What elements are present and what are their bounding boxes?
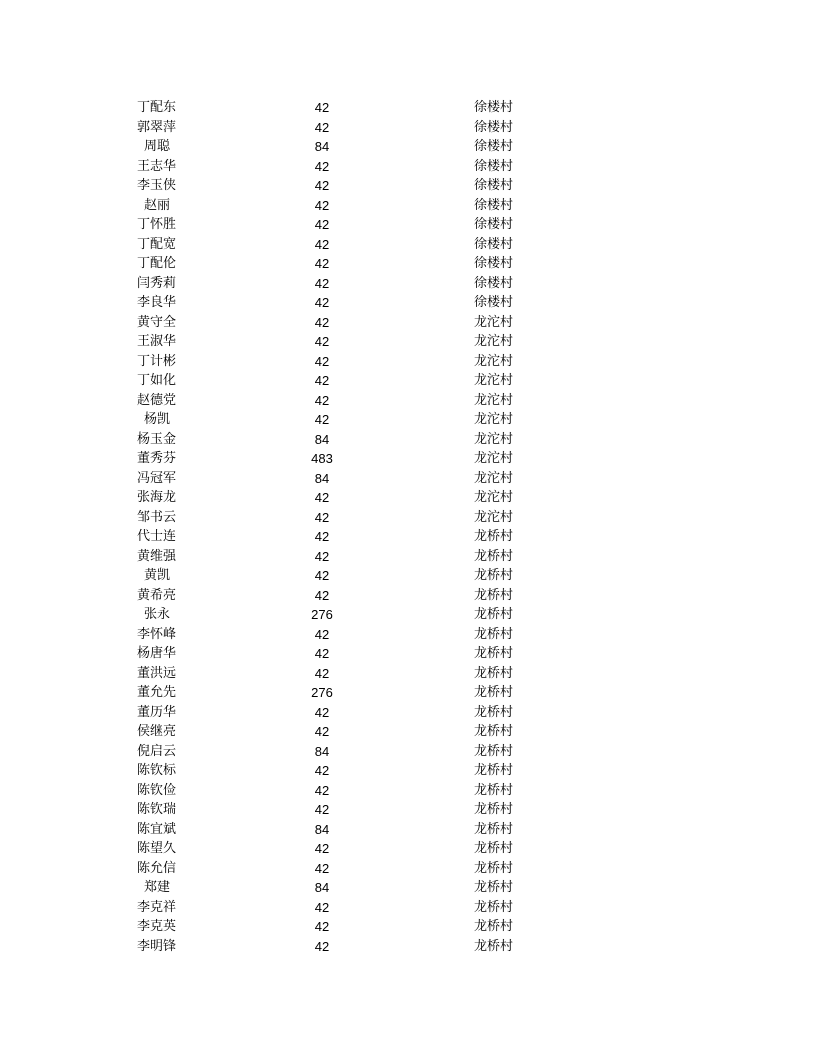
village-cell: 徐楼村 xyxy=(474,236,514,252)
name-cell: 赵德党 xyxy=(137,392,177,408)
amount-cell: 42 xyxy=(314,763,330,778)
table-row xyxy=(0,157,816,177)
village-cell: 龙桥村 xyxy=(474,646,514,661)
name-cell: 陈宜斌 xyxy=(137,821,177,837)
table-row xyxy=(0,293,816,313)
table-row xyxy=(0,878,816,898)
table-row xyxy=(0,722,816,742)
table-row xyxy=(0,742,816,762)
table-row xyxy=(0,488,816,508)
table-row xyxy=(0,215,816,235)
amount-cell: 42 xyxy=(314,860,330,876)
name-cell: 赵丽 xyxy=(144,197,171,213)
village-cell: 龙沱村 xyxy=(474,470,514,486)
village-cell: 龙沱村 xyxy=(474,451,514,466)
name-cell: 董历华 xyxy=(137,704,177,720)
name-cell: 倪启云 xyxy=(137,743,177,759)
village-cell: 龙沱村 xyxy=(474,353,514,369)
amount-cell: 42 xyxy=(314,548,330,564)
village-cell: 龙桥村 xyxy=(474,802,514,817)
table-row xyxy=(0,644,816,664)
amount-cell: 84 xyxy=(314,821,330,837)
name-cell: 黄维强 xyxy=(137,548,177,564)
amount-cell: 42 xyxy=(314,178,330,193)
amount-cell: 42 xyxy=(314,100,330,115)
name-cell: 杨凯 xyxy=(144,412,171,427)
table-row xyxy=(0,625,816,645)
table-row xyxy=(0,508,816,528)
table-row xyxy=(0,430,816,450)
amount-cell: 483 xyxy=(311,451,333,466)
name-cell: 李明锋 xyxy=(137,938,177,954)
amount-cell: 42 xyxy=(314,724,330,739)
table-row xyxy=(0,235,816,255)
amount-cell: 42 xyxy=(314,275,330,291)
village-cell: 龙沱村 xyxy=(474,373,514,388)
name-cell: 李良华 xyxy=(137,295,177,310)
table-row xyxy=(0,98,816,118)
name-cell: 李怀峰 xyxy=(137,626,177,642)
amount-cell: 42 xyxy=(314,782,330,798)
table-row xyxy=(0,566,816,586)
table-row xyxy=(0,274,816,294)
village-cell: 龙桥村 xyxy=(474,841,514,856)
name-cell: 董洪远 xyxy=(137,665,177,681)
village-cell: 龙桥村 xyxy=(474,529,514,544)
name-cell: 陈钦瑞 xyxy=(137,802,177,817)
amount-cell: 42 xyxy=(314,665,330,681)
village-cell: 徐楼村 xyxy=(474,158,514,174)
table-row xyxy=(0,254,816,274)
table-row xyxy=(0,859,816,879)
table-row xyxy=(0,547,816,567)
amount-cell: 42 xyxy=(314,217,330,232)
table-row xyxy=(0,527,816,547)
amount-cell: 42 xyxy=(314,197,330,213)
village-cell: 龙桥村 xyxy=(474,626,514,642)
amount-cell: 42 xyxy=(314,334,330,349)
amount-cell: 42 xyxy=(314,626,330,642)
table-row xyxy=(0,410,816,430)
amount-cell: 84 xyxy=(314,880,330,895)
table-row xyxy=(0,800,816,820)
table-row xyxy=(0,586,816,606)
data-table xyxy=(0,98,816,956)
name-cell: 邹书云 xyxy=(137,509,177,525)
amount-cell: 42 xyxy=(314,919,330,934)
name-cell: 董秀芬 xyxy=(137,451,177,466)
name-cell: 郑建 xyxy=(144,880,171,895)
village-cell: 龙桥村 xyxy=(474,763,514,778)
amount-cell: 42 xyxy=(314,353,330,369)
table-row xyxy=(0,605,816,625)
name-cell: 黄守全 xyxy=(137,314,177,330)
amount-cell: 42 xyxy=(314,529,330,544)
village-cell: 龙沱村 xyxy=(474,509,514,525)
amount-cell: 42 xyxy=(314,295,330,310)
village-cell: 龙桥村 xyxy=(474,938,514,954)
village-cell: 龙桥村 xyxy=(474,919,514,934)
village-cell: 龙沱村 xyxy=(474,334,514,349)
table-row xyxy=(0,683,816,703)
village-cell: 龙桥村 xyxy=(474,665,514,681)
amount-cell: 42 xyxy=(314,256,330,271)
table-row xyxy=(0,196,816,216)
name-cell: 代士连 xyxy=(137,529,177,544)
name-cell: 侯继亮 xyxy=(137,724,177,739)
name-cell: 张永 xyxy=(144,607,171,622)
amount-cell: 42 xyxy=(314,314,330,330)
amount-cell: 42 xyxy=(314,841,330,856)
name-cell: 丁配东 xyxy=(137,100,177,115)
village-cell: 徐楼村 xyxy=(474,217,514,232)
name-cell: 黄凯 xyxy=(144,568,171,583)
village-cell: 徐楼村 xyxy=(474,178,514,193)
amount-cell: 42 xyxy=(314,236,330,252)
name-cell: 黄希亮 xyxy=(137,587,177,603)
name-cell: 丁配伦 xyxy=(137,256,177,271)
name-cell: 丁配宽 xyxy=(137,236,177,252)
village-cell: 龙桥村 xyxy=(474,587,514,603)
table-row xyxy=(0,469,816,489)
amount-cell: 42 xyxy=(314,509,330,525)
amount-cell: 42 xyxy=(314,490,330,505)
name-cell: 李克祥 xyxy=(137,899,177,915)
name-cell: 张海龙 xyxy=(137,490,177,505)
amount-cell: 42 xyxy=(314,412,330,427)
name-cell: 李克英 xyxy=(137,919,177,934)
table-row xyxy=(0,937,816,957)
village-cell: 徐楼村 xyxy=(474,197,514,213)
amount-cell: 42 xyxy=(314,938,330,954)
amount-cell: 42 xyxy=(314,802,330,817)
table-row xyxy=(0,820,816,840)
village-cell: 龙沱村 xyxy=(474,490,514,505)
village-cell: 徐楼村 xyxy=(474,275,514,291)
name-cell: 丁计彬 xyxy=(137,353,177,369)
name-cell: 陈望久 xyxy=(137,841,177,856)
table-row xyxy=(0,703,816,723)
table-row xyxy=(0,917,816,937)
amount-cell: 42 xyxy=(314,587,330,603)
village-cell: 龙桥村 xyxy=(474,821,514,837)
name-cell: 李玉侠 xyxy=(137,178,177,193)
name-cell: 陈允信 xyxy=(137,860,177,876)
table-row xyxy=(0,118,816,138)
village-cell: 龙桥村 xyxy=(474,607,514,622)
name-cell: 陈钦标 xyxy=(137,763,177,778)
name-cell: 冯冠军 xyxy=(137,470,177,486)
name-cell: 王淑华 xyxy=(137,334,177,349)
name-cell: 陈钦俭 xyxy=(137,782,177,798)
village-cell: 龙桥村 xyxy=(474,685,514,700)
amount-cell: 276 xyxy=(311,607,333,622)
village-cell: 龙桥村 xyxy=(474,568,514,583)
amount-cell: 42 xyxy=(314,158,330,174)
table-row xyxy=(0,898,816,918)
amount-cell: 42 xyxy=(314,704,330,720)
name-cell: 杨玉金 xyxy=(137,431,177,447)
village-cell: 徐楼村 xyxy=(474,139,514,154)
amount-cell: 42 xyxy=(314,119,330,135)
name-cell: 周聪 xyxy=(144,139,171,154)
village-cell: 龙沱村 xyxy=(474,314,514,330)
name-cell: 丁怀胜 xyxy=(137,217,177,232)
table-row xyxy=(0,332,816,352)
village-cell: 龙桥村 xyxy=(474,704,514,720)
village-cell: 龙桥村 xyxy=(474,724,514,739)
name-cell: 闫秀莉 xyxy=(137,275,177,291)
village-cell: 徐楼村 xyxy=(474,119,514,135)
amount-cell: 276 xyxy=(311,685,333,700)
table-row xyxy=(0,391,816,411)
amount-cell: 42 xyxy=(314,899,330,915)
village-cell: 龙桥村 xyxy=(474,548,514,564)
amount-cell: 42 xyxy=(314,646,330,661)
village-cell: 徐楼村 xyxy=(474,100,514,115)
amount-cell: 42 xyxy=(314,373,330,388)
village-cell: 龙桥村 xyxy=(474,782,514,798)
village-cell: 徐楼村 xyxy=(474,295,514,310)
table-row xyxy=(0,839,816,859)
village-cell: 龙桥村 xyxy=(474,860,514,876)
village-cell: 徐楼村 xyxy=(474,256,514,271)
table-row xyxy=(0,371,816,391)
table-row xyxy=(0,449,816,469)
amount-cell: 84 xyxy=(314,470,330,486)
table-row xyxy=(0,137,816,157)
village-cell: 龙沱村 xyxy=(474,392,514,408)
village-cell: 龙沱村 xyxy=(474,431,514,447)
amount-cell: 84 xyxy=(314,743,330,759)
village-cell: 龙桥村 xyxy=(474,880,514,895)
amount-cell: 84 xyxy=(314,139,330,154)
name-cell: 丁如化 xyxy=(137,373,177,388)
table-row xyxy=(0,761,816,781)
amount-cell: 42 xyxy=(314,568,330,583)
amount-cell: 84 xyxy=(314,431,330,447)
village-cell: 龙沱村 xyxy=(474,412,514,427)
village-cell: 龙桥村 xyxy=(474,899,514,915)
name-cell: 杨唐华 xyxy=(137,646,177,661)
amount-cell: 42 xyxy=(314,392,330,408)
table-row xyxy=(0,176,816,196)
name-cell: 王志华 xyxy=(137,158,177,174)
table-row xyxy=(0,313,816,333)
table-row xyxy=(0,352,816,372)
table-row xyxy=(0,781,816,801)
village-cell: 龙桥村 xyxy=(474,743,514,759)
name-cell: 董允先 xyxy=(137,685,177,700)
table-row xyxy=(0,664,816,684)
name-cell: 郭翠萍 xyxy=(137,119,177,135)
